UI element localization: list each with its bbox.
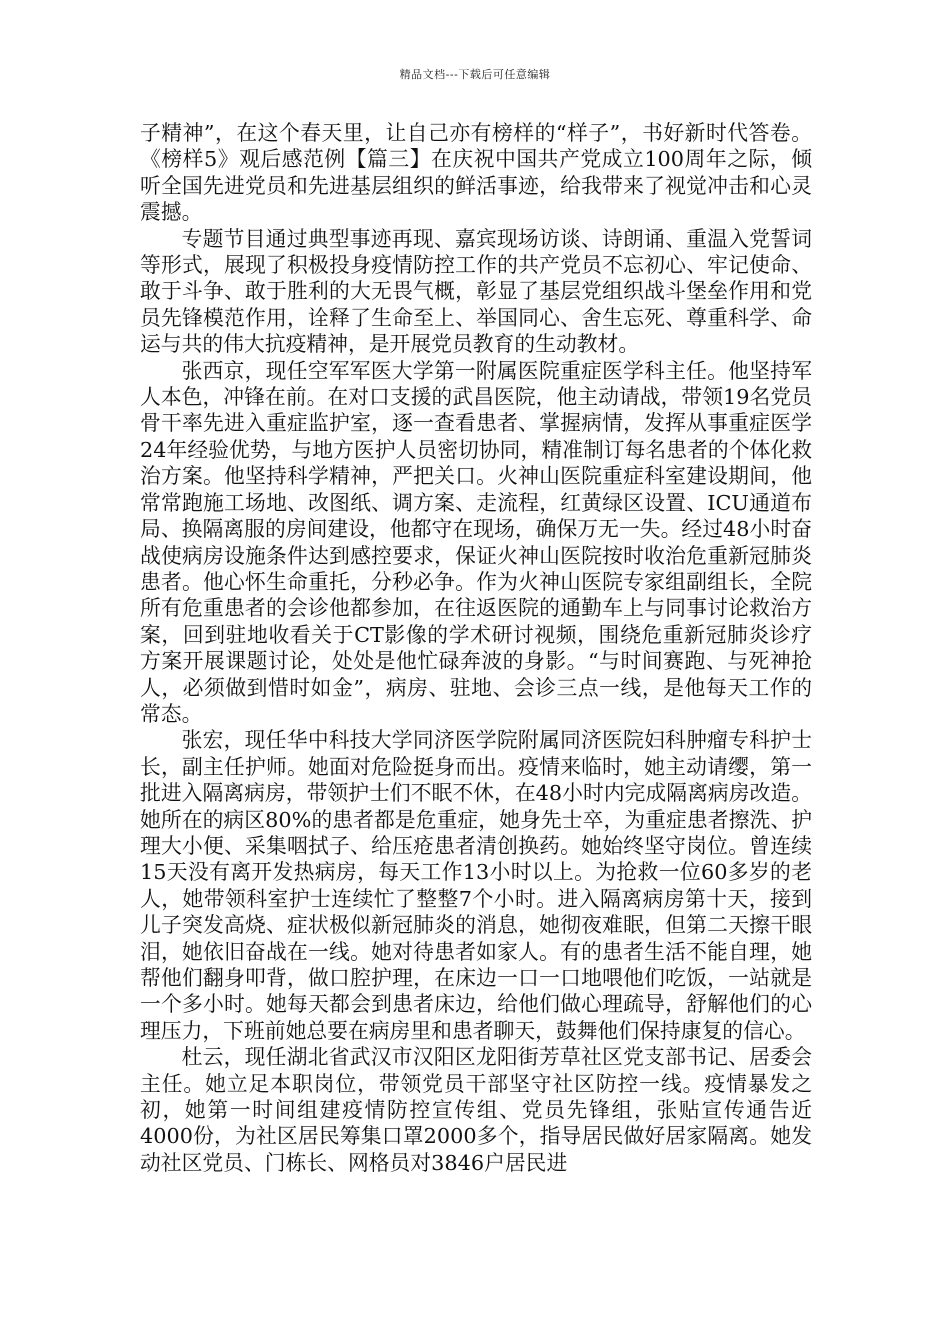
paragraph-3: 张西京，现任空军军医大学第一附属医院重症医学科主任。他坚持军人本色，冲锋在前。在对口支援的武昌医院，他主动请战，带领19名党员骨干率先进入重症监护室，逐一查看患者、掌握病情，发挥从事重症医学24年经验优势，与地方医护人员密切协同，精准制订每名患者的个体化救治方案。他坚持科学精神，严把关口。火神山医院重症科室建设期间，他常常跑施工场地、改图纸、调方案、走流程，红黄绿区设置、ICU通道布局、换隔离服的房间建设，他都守在现场，确保万无一失。经过48小时奋战使病房设施条件达到感控要求，保证火神山医院按时收治危重新冠肺炎患者。他心怀生命重托，分秒必争。作为火神山医院专家组副组长，全院所有危重患者的会诊他都参加，在往返医院的通勤车上与同事讨论救治方案，回到驻地收看关于CT影像的学术研讨视频，围绕危重新冠肺炎诊疗方案开展课题讨论，处处是他忙碌奔波的身影。“与时间赛跑、与死神抢人，必须做到惜时如金”，病房、驻地、会诊三点一线，是他每天工作的常态。: [140, 358, 812, 726]
document-body: [140, 120, 812, 1176]
paragraph-5: 杜云，现任湖北省武汉市汉阳区龙阳街芳草社区党支部书记、居委会主任。她立足本职岗位，带领党员干部坚守社区防控一线。疫情暴发之初，她第一时间组建疫情防控宣传组、党员先锋组，张贴宣传通告近4000份，为社区居民筹集口罩2000多个，指导居民做好居家隔离。她发动社区党员、门栋长、网格员对3846户居民进: [140, 1045, 812, 1175]
paragraph-1: 子精神”，在这个春天里，让自己亦有榜样的“样子”，书好新时代答卷。《榜样5》观后感范例【篇三】在庆祝中国共产党成立100周年之际，倾听全国先进党员和先进基层组织的鲜活事迹，给我带来了视觉冲击和心灵震撼。: [140, 121, 812, 225]
paragraph-2: 专题节目通过典型事迹再现、嘉宾现场访谈、诗朗诵、重温入党誓词等形式，展现了积极投身疫情防控工作的共产党员不忘初心、牢记使命、敢于斗争、敢于胜利的大无畏气概，彰显了基层党组织战斗堡垒作用和党员先锋模范作用，诠释了生命至上、举国同心、舍生忘死、尊重科学、命运与共的伟大抗疫精神，是开展党员教育的生动教材。: [140, 226, 812, 357]
paragraph-4: 张宏，现任华中科技大学同济医学院附属同济医院妇科肿瘤专科护士长，副主任护师。她面对危险挺身而出。疫情来临时，她主动请缨，第一批进入隔离病房，带领护士们不眠不休，在48小时内完成隔离病房改造。她所在的病区80%的患者都是危重症，她身先士卒，为重症患者擦洗、护理大小便、采集咽拭子、给压疮患者清创换药。她始终坚守岗位。曾连续15天没有离开发热病房，每天工作13小时以上。为抢救一位60多岁的老人，她带领科室护士连续忙了整整7个小时。进入隔离病房第十天，接到儿子突发高烧、症状极似新冠肺炎的消息，她彻夜难眠，但第二天擦干眼泪，她依旧奋战在一线。她对待患者如家人。有的患者生活不能自理，她帮他们翻身叩背，做口腔护理，在床边一口一口地喂他们吃饭，一站就是一个多小时。她每天都会到患者床边，给他们做心理疏导，舒解他们的心理压力，下班前她总要在病房里和患者聊天，鼓舞他们保持康复的信心。: [140, 728, 812, 1043]
page-header-note: 精品文档---下载后可任意编辑: [399, 68, 551, 81]
